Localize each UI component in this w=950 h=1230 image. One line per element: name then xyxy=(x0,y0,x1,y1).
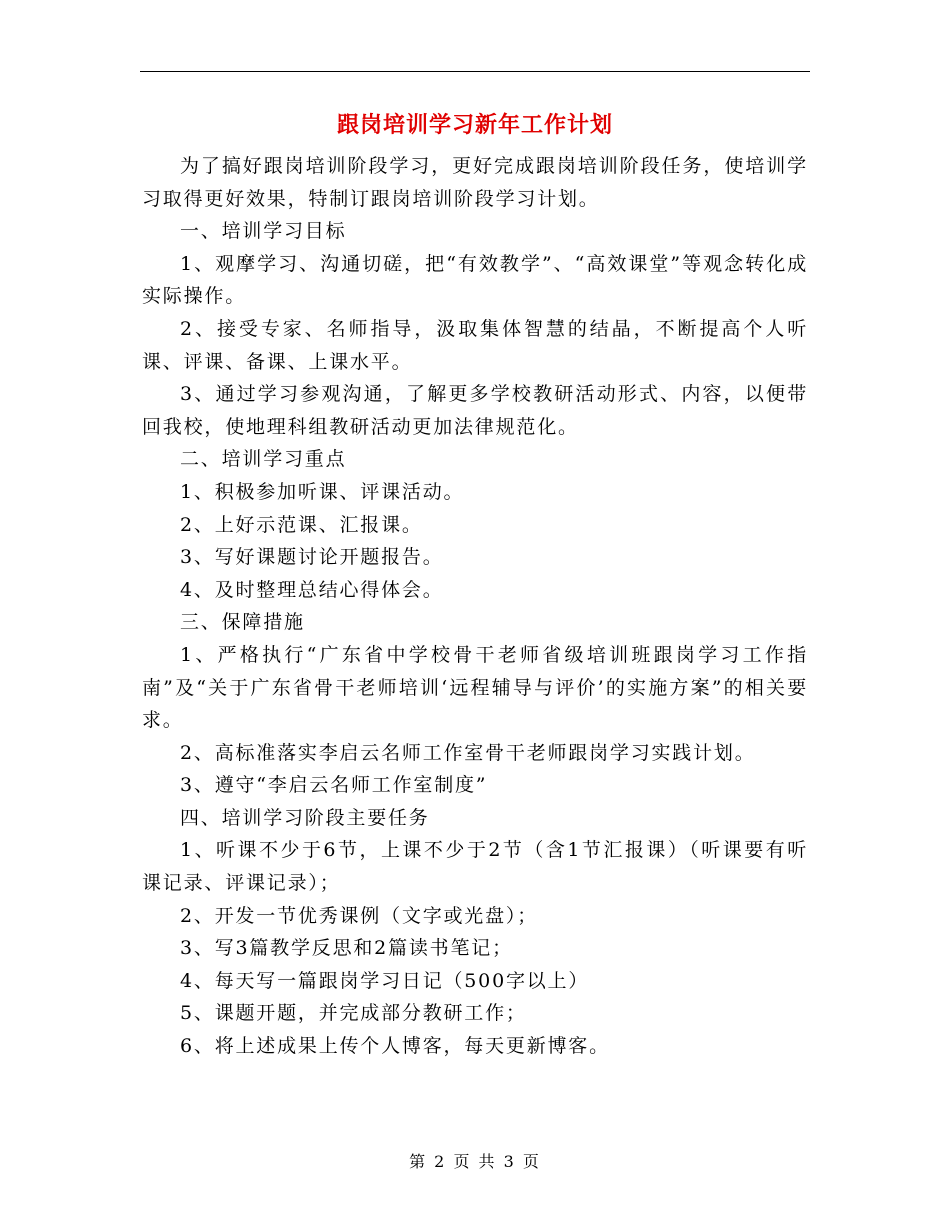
goal-item-1: 1、观摩学习、沟通切磋，把“有效教学”、“高效课堂”等观念转化成实际操作。 xyxy=(142,252,808,308)
focus-item-3: 3、写好课题讨论开题报告。 xyxy=(180,546,444,569)
document-body xyxy=(142,150,808,1063)
section-heading-goals: 一、培训学习目标 xyxy=(180,220,347,243)
section-heading-tasks: 四、培训学习阶段主要任务 xyxy=(180,806,430,829)
focus-item-2: 2、上好示范课、汇报课。 xyxy=(180,513,423,536)
task-item-4: 4、每天写一篇跟岗学习日记（500字以上） xyxy=(180,969,590,992)
task-item-5: 5、课题开题，并完成部分教研工作； xyxy=(180,1002,527,1025)
goal-item-2: 2、接受专家、名师指导，汲取集体智慧的结晶，不断提高个人听课、评课、备课、上课水平。 xyxy=(142,317,808,373)
section-heading-measures: 三、保障措施 xyxy=(180,611,305,634)
task-item-2: 2、开发一节优秀课例（文字或光盘）； xyxy=(180,904,538,927)
intro-paragraph: 为了搞好跟岗培训阶段学习，更好完成跟岗培训阶段任务，使培训学习取得更好效果，特制订跟岗培训阶段学习计划。 xyxy=(142,155,808,210)
task-item-1: 1、听课不少于6节，上课不少于2节（含1节汇报课）（听课要有听课记录、评课记录）； xyxy=(142,839,808,895)
header-rule xyxy=(140,71,810,72)
task-item-3: 3、写3篇教学反思和2篇读书笔记； xyxy=(180,937,513,960)
task-item-6: 6、将上述成果上传个人博客，每天更新博客。 xyxy=(180,1035,610,1058)
section-heading-focus: 二、培训学习重点 xyxy=(180,448,347,471)
goal-item-3: 3、通过学习参观沟通，了解更多学校教研活动形式、内容，以便带回我校，使地理科组教研活动更加法律规范化。 xyxy=(142,383,808,438)
document-title: 跟岗培训学习新年工作计划 xyxy=(336,112,613,138)
focus-item-1: 1、积极参加听课、评课活动。 xyxy=(180,480,465,503)
page-number-footer: 第 2 页 共 3 页 xyxy=(409,1152,541,1171)
measure-item-1: 1、严格执行“广东省中学校骨干老师省级培训班跟岗学习工作指南”及“关于广东省骨干老师培训‘远程辅导与评价’的实施方案”的相关要求。 xyxy=(142,643,808,732)
focus-item-4: 4、及时整理总结心得体会。 xyxy=(180,578,444,601)
measure-item-2: 2、高标准落实李启云名师工作室骨干老师跟岗学习实践计划。 xyxy=(180,741,756,764)
measure-item-3: 3、遵守“李启云名师工作室制度” xyxy=(180,774,488,797)
